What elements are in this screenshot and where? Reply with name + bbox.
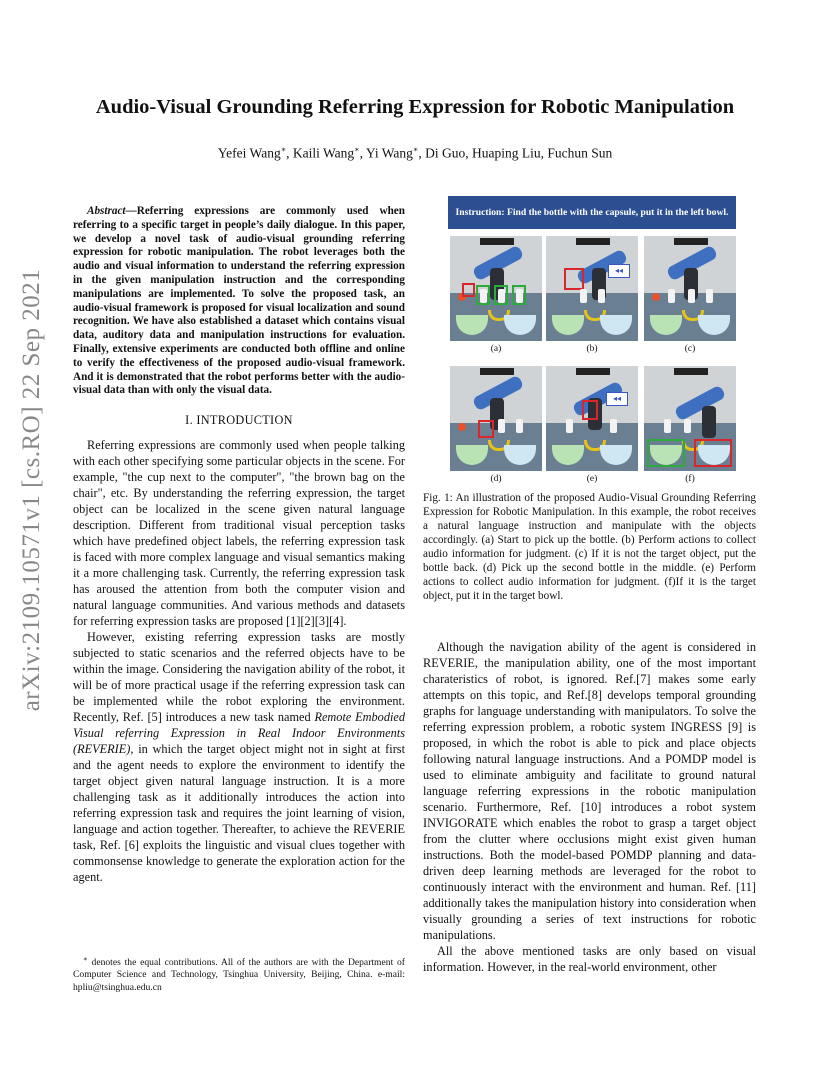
panel-label-f: (f) [685,474,695,484]
author-list [60,145,770,162]
right-paragraph-2: All the above mentioned tasks are only based on visual information. However, in the real-world environment, other [423,944,756,974]
footnote-text: denotes the equal contributions. All of the authors are with the Department of Computer Science and Technology, Tsinghua University, Beijing, China. e-mail: hpliu@tsinghua.edu.cn [73,957,405,993]
detection-box-green [476,285,490,305]
equal-contrib-mark: ∗ [280,145,287,154]
bottle [498,419,505,433]
camera [674,368,708,375]
footnote [73,953,405,994]
detection-box-green [494,285,508,305]
bottle [688,289,695,303]
figure-panel-e [546,366,638,471]
detection-box-red [694,439,732,467]
camera [674,238,708,245]
abstract-dash: — [125,205,137,217]
intro-paragraph-2 [73,629,405,885]
bottle [668,289,675,303]
bottle [566,419,573,433]
detection-box-green [512,285,526,305]
abstract-label: Abstract [87,205,126,217]
robot-arm [674,385,726,422]
author-1: Yefei Wang [217,145,281,161]
camera [576,238,610,245]
bottle [580,289,587,303]
panel-label-e: (e) [586,474,598,484]
panel-label-c: (c) [684,344,696,354]
left-column [73,205,405,885]
intro-paragraph-1: Referring expressions are commonly used when people talking with each other specifying some particular objects in the scene. For example, "the cup next to the computer", "the brown bag on the chair", etc. By understanding the referring expression, the target object can be localized in the scene given natural language description. Different from traditional visual perception tasks which have predefined object labels, the referring expression task is faced with more complex language and visual semantics making it a more challenging task. Currently, the referring expression task has aroused the attention from both the computer vision and natural language communities. And various methods and datasets for referring expression tasks are proposed [1][2][3][4]. [73,438,405,629]
abstract-text: Referring expressions are commonly used when referring to a specific target in people’s daily dialogue. In this paper, we develop a novel task of audio-visual grounding referring expression for robotic manipulation. The robot leverages both the audio and visual information to understand the referring expression in the given manipulation instruction and the corresponding manipulations are implemented. To solve the proposed task, an audio-visual framework is proposed for visual localization and sound recognition. We have also established a dataset which contains visual data, auditory data and manipulation instructions for evaluation. Finally, extensive experiments are conducted both offline and online to verify the effectiveness of the proposed audio-visual framework. And it is demonstrated that the robot performs better with the audio-visual data than with only the visual data. [73,205,405,397]
panel-label-d: (d) [490,474,502,484]
bottle [706,289,713,303]
sound-wave-icon: ◂◂ [608,264,630,278]
detection-box-red [478,420,494,438]
panel-label-b: (b) [586,344,598,354]
equal-contrib-mark: ∗ [412,145,419,154]
equal-contrib-mark: ∗ [354,145,360,154]
right-column [423,639,756,975]
abstract [73,205,405,398]
bottle [598,289,605,303]
other-authors: , Di Guo, Huaping Liu, Fuchun Sun [418,145,613,161]
intro-p2-part-a: However, existing referring expression tasks are mostly subjected to static scenarios and the referred objects have to be within the image. Considering the navigation ability of the robot, it will be of more practical usage if the referring expression task can be implemented while the robot exploring the environment. Recently, Ref. [5] introduces a new task named [73,630,405,725]
detection-box-green [647,439,685,467]
figure-panel-f [644,366,736,471]
camera [480,368,514,375]
intro-p2-part-b: , in which the target object might not in sight at first and the agent needs to explore the environment to identify the target object given natural language instruction. It is a more challenging task as it additionally introduces the action into referring expression task and requires the joint learning of vision, language and action together. Thereafter, to achieve the REVERIE task, Ref. [6] exploits the linguistic and visual clues together with commonsense knowledge to generate the exploration action for the agent. [73,742,405,885]
author-3: , Yi Wang [359,145,413,161]
figure-caption: Fig. 1: An illustration of the proposed Audio-Visual Grounding Referring Expression for Robotic Manipulation. In this example, the robot receives a natural language instruction and manipulate with the objects accordingly. (a) Start to pick up the bottle. (b) Perform actions to collect audio information for judgment. (c) If it is not the target object, put the bottle back. (d) Pick up the second bottle in the middle. (e) Perform actions to collect audio information for judgment. (f)If it is the target object, put it in the target bowl. [423,492,756,602]
detection-box-red [564,268,584,290]
reverie-task-name: Remote Embodied Visual referring Expression in Real Indoor Environments (REVERIE) [73,710,406,757]
right-paragraph-1: Although the navigation ability of the agent is considered in REVERIE, the manipulation ability, one of the most important charateristics of robot, is ignored. Ref.[7] makes some early attempts on this topic, and Ref.[8] develops temporal grounding graphs for language understanding with manipulators. To solve the referring expression problem, a robotic system INGRESS [9] is proposed, in which the robot is able to pick and place objects following natural language instructions. And a POMDP model is used to eliminate ambiguity and facilitate to ground natural language referring expressions in the robotic manipulation scenario. Furthermore, Ref. [10] introduces a robot system INVIGORATE which enables the robot to grasp a target object from the clutter where occlusions might exist given human instructions. Both the model-based POMDP planning and data-driven deep learning methods are leveraged for the robot to continuously interact with the environment and human. Ref. [11] additionally takes the manipulation history into consideration when visually grounding a series of text instructions for robotic manipulations. [423,640,756,942]
detection-box-red [462,283,475,297]
panel-label-a: (a) [490,344,502,354]
bottle [610,419,617,433]
robot-gripper [702,406,716,438]
bottle [684,419,691,433]
figure-1 [448,196,736,486]
author-2: , Kaili Wang [286,145,355,161]
figure-panel-d [450,366,542,471]
detection-box-red [582,400,598,420]
figure-panel-b [546,236,638,341]
figure-panel-c [644,236,736,341]
instruction-banner: Instruction: Find the bottle with the capsule, put it in the left bowl. [448,196,736,229]
sound-wave-icon: ◂◂ [606,392,628,406]
section-heading-introduction: I. INTRODUCTION [185,413,293,428]
camera [480,238,514,245]
bottle [664,419,671,433]
red-ball [458,423,466,431]
camera [576,368,610,375]
figure-panel-a [450,236,542,341]
bottle [516,419,523,433]
red-ball [652,293,660,301]
footnote-mark: ∗ [83,955,88,963]
paper-title: Audio-Visual Grounding Referring Expression for Robotic Manipulation [95,96,735,118]
arxiv-identifier: arXiv:2109.10571v1 [cs.RO] 22 Sep 2021 [18,268,45,712]
